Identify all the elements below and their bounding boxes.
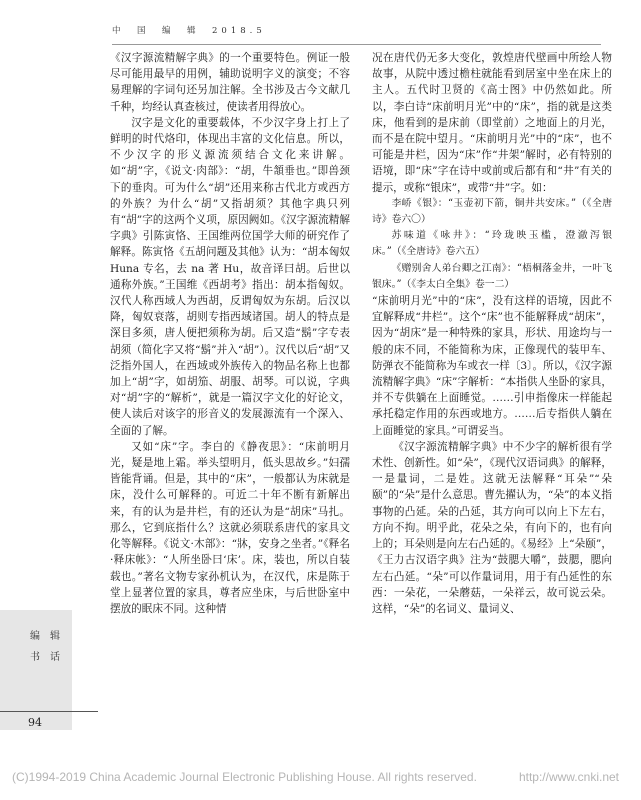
paragraph: 《汉字源流精解字典》的一个重要特色。例证一般尽可能用最早的用例，辅助说明字义的演变；不容易理解的字词句还另加注解。全书涉及古今文献几千种，均经认真查核过，使读者用得放心。 <box>110 52 350 113</box>
paragraph: “床前明月光”中的“床”，没有这样的语境，因此不宜解释成“井栏”。这个“床”也不能解释成“胡床”，因为“胡床”是一种特殊的家具，形状、用途均与一般的床不同，不能简称为床，正像现代的装甲车、防弹衣不能简称为车或衣一样〔3〕。所以，《汉字源流精解字典》“床”字解析：“本指供人坐卧的家具，并不专供躺在上面睡觉。……引申指像床一样能起承托稳定作用的东西或地方。……后专指供人躺在上面睡觉的家具。”可谓妥当。 <box>372 295 612 437</box>
section-label-top: 编 辑 <box>30 631 60 642</box>
paragraph: 《汉字源流精解字典》中不少字的解析很有学术性、创新性。如“朵”，《现代汉语词典》的解释，一是量词，二是姓。这就无法解释“耳朵”“朵颐”的“朵”是什么意思。曹先擢认为，“朵”的本义指事物的凸延。朵的凸延，其方向可以向上下左右，方向不拘。明乎此，花朵之朵，有向下的，也有向上的；耳朵则是向左右凸延的。《易经》上“朵颐”，《王力古汉语字典》注为“鼓腮大嚼”，鼓腮，腮向左右凸延。“朵”可以作量词用，用于有凸延性的东西：一朵花，一朵蘑菇，一朵祥云，故可说云朵。这样，“朵”的名词义、量词义、 <box>372 440 612 615</box>
right-column <box>372 50 612 617</box>
section-label-bottom: 书 话 <box>30 652 60 663</box>
paragraph: 又如“床”字。李白的《静夜思》：“床前明月光，疑是地上霜。举头望明月，低头思故乡。”妇孺皆能背诵。但是，其中的“床”，一般都认为床就是床，没什么可解释的。可近二十年不断有新解出来，有的认为是井栏，有的还认为是“胡床”马扎。那么，它到底指什么？这就必须联系唐代的家具文化等解释。《说文·木部》：“牀，安身之坐者。”《释名·释床帐》：“人所坐卧曰‘床’。床，装也，所以自装载也。”著名文物专家孙机认为，在汉代，床是陈于堂上显著位置的家具，尊者应坐床，与后世卧室中摆放的眠床不同。这种情 <box>110 440 350 615</box>
poem-quote: 李峤《银》：“玉壶初下箭，铜井共安床。”（《全唐诗》卷六〇） <box>372 197 612 226</box>
paragraph: 况在唐代仍无多大变化，敦煌唐代壁画中所绘人物故事，从院中透过檐柱就能看到居室中坐在床上的主人。五代时卫贤的《高士图》中仍然如此。所以，李白诗“床前明月光”中的“床”，指的就是这类床，他看到的是床前（即堂前）之地面上的月光，而不是在院中望月。“床前明月光”中的“床”，也不可能是井栏，因为“床”作“井架”解时，必有特别的语境，即“床”字在诗中或前或后都有和“井”有关的提示，或称“银床”，或带“井”字。如： <box>372 52 612 194</box>
left-column <box>110 50 350 617</box>
page-number-divider <box>0 711 98 712</box>
poem-quote: 《赠别舍人弟台卿之江南》：“梧桐落金井，一叶飞银床。”（《李太白全集》卷一二） <box>372 262 612 290</box>
poem-quote: 苏味道《咏井》：“玲珑映玉槛，澄澈泻银床。”（《全唐诗》卷六五） <box>372 230 612 258</box>
page-number: 94 <box>28 716 42 729</box>
copyright-footer <box>12 770 629 784</box>
header-divider <box>112 44 601 45</box>
paragraph: 汉字是文化的重要载体，不少汉字身上打上了鲜明的时代烙印，体现出丰富的文化信息。所以，不少汉字的形义源流须结合文化来讲解。如“胡”字，《说文·肉部》：“胡，牛頷垂也。”即兽颈下的垂肉。可为什么“胡”还用来称古代北方或西方的外族？为什么“胡”又指胡须？其他字典只列有“胡”字的这两个义项，原因阙如。《汉字源流精解字典》引陈寅恪、王国维两位国学大师的研究作了解释。陈寅恪《五胡问题及其他》认为：“胡本匈奴 Huna 专名，去 na 著 Hu，故音译曰胡。后世以通称外族。”王国维《西胡考》指出：胡本指匈奴。汉代人称西域人为西胡，反谓匈奴为东胡。后汉以降，匈奴衰落，胡则专指西域诸国。胡人的特点是深目多须，唐人便把须称为胡。后又造“鬍”字专表胡须（简化字又将“鬍”并入“胡”）。汉代以后“胡”又泛指外国人，在西域或外族传入的物品名称上也都加上“胡”字，如胡笳、胡服、胡琴。可以说，字典对“胡”字的“解析”，就是一篇汉字文化的好论文，使人读后对该字的形音义的发展源流有一个深入、全面的了解。 <box>110 116 350 437</box>
footer-url[interactable]: http://www.cnki.net <box>518 770 619 784</box>
copyright-text: (C)1994-2019 China Academic Journal Electronic Publishing House. All rights reserved. <box>12 770 477 784</box>
journal-header: 中 国 编 辑 2018.5 <box>112 26 266 36</box>
